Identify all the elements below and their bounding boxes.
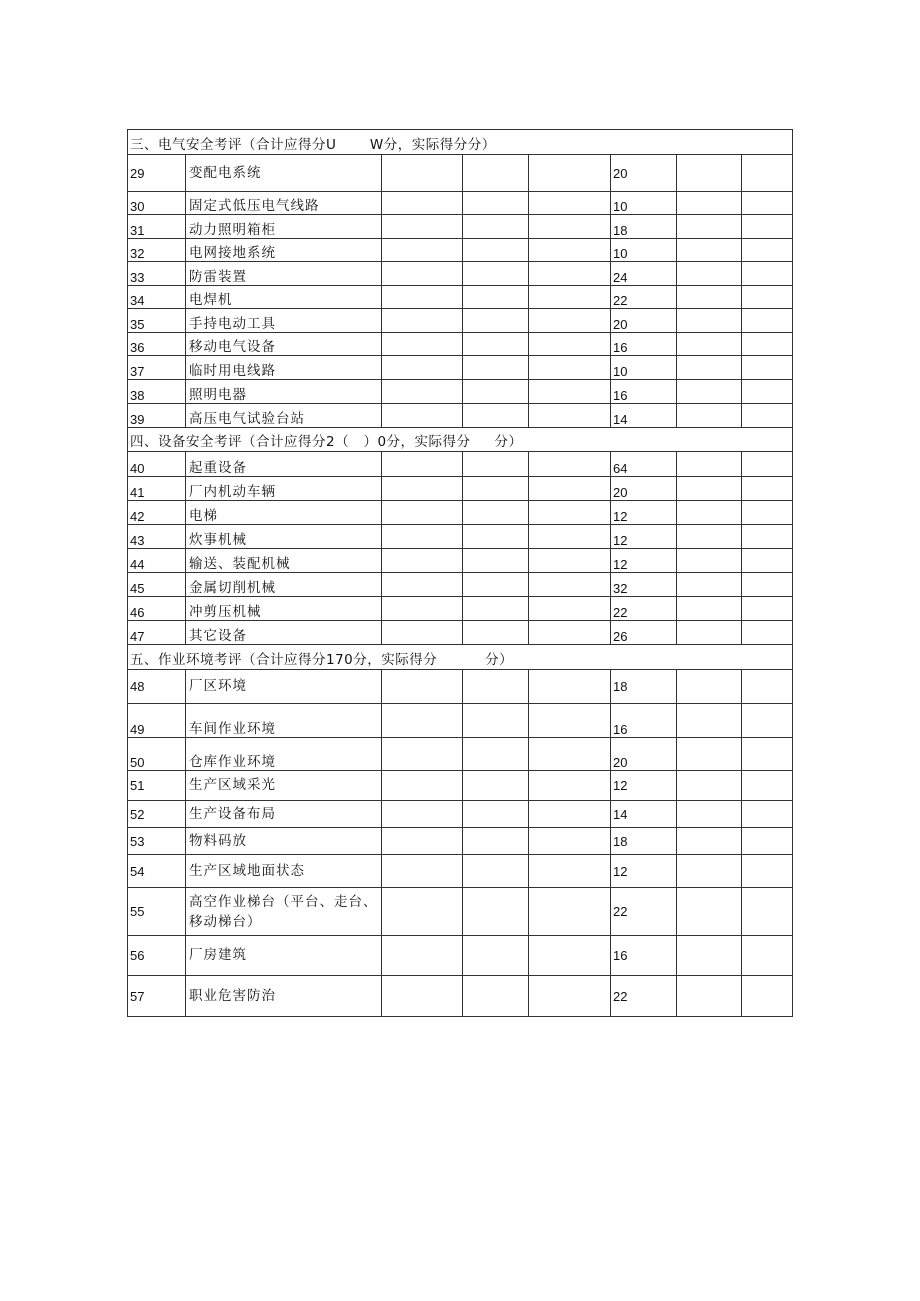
blank-cell-3[interactable] [529,215,611,239]
table-row [128,215,793,239]
actual-score-cell[interactable] [677,333,742,356]
standard-score: 18 [611,670,677,704]
item-name: 输送、装配机械 [186,549,382,573]
blank-cell-3[interactable] [529,597,611,621]
blank-cell-3[interactable] [529,976,611,1017]
remark-cell[interactable] [742,239,793,262]
table-row [128,976,793,1017]
actual-score-cell[interactable] [677,936,742,976]
blank-cell-1[interactable] [382,333,463,356]
item-name: 电网接地系统 [186,239,382,262]
standard-score: 20 [611,738,677,771]
blank-cell-1[interactable] [382,380,463,404]
table-row [128,309,793,333]
blank-cell-3[interactable] [529,801,611,828]
item-number: 36 [128,333,186,356]
item-number: 33 [128,262,186,286]
item-number: 31 [128,215,186,239]
blank-cell-2[interactable] [463,192,529,215]
standard-score: 18 [611,828,677,855]
item-number: 51 [128,771,186,801]
blank-cell-1[interactable] [382,549,463,573]
blank-cell-2[interactable] [463,501,529,525]
standard-score: 10 [611,192,677,215]
evaluation-form [127,129,793,1017]
actual-score-cell[interactable] [677,976,742,1017]
item-name: 变配电系统 [186,155,382,192]
blank-cell-2[interactable] [463,309,529,333]
item-name: 职业危害防治 [186,976,382,1017]
section-header-row [128,428,793,452]
item-number: 29 [128,155,186,192]
blank-cell-2[interactable] [463,286,529,309]
actual-score-cell[interactable] [677,501,742,525]
actual-score-cell[interactable] [677,621,742,645]
blank-cell-1[interactable] [382,192,463,215]
item-number: 41 [128,477,186,501]
blank-cell-2[interactable] [463,239,529,262]
actual-score-cell[interactable] [677,380,742,404]
standard-score: 18 [611,215,677,239]
blank-cell-2[interactable] [463,936,529,976]
item-number: 35 [128,309,186,333]
item-name: 高空作业梯台（平台、走台、移动梯台） [186,888,382,936]
remark-cell[interactable] [742,936,793,976]
standard-score: 12 [611,771,677,801]
actual-score-cell[interactable] [677,738,742,771]
remark-cell[interactable] [742,452,793,477]
remark-cell[interactable] [742,549,793,573]
blank-cell-2[interactable] [463,155,529,192]
item-name: 动力照明箱柜 [186,215,382,239]
table-row [128,801,793,828]
blank-cell-3[interactable] [529,621,611,645]
item-name: 生产区域采光 [186,771,382,801]
safety-evaluation-table [127,129,793,1017]
item-name: 固定式低压电气线路 [186,192,382,215]
remark-cell[interactable] [742,738,793,771]
table-row [128,239,793,262]
blank-cell-1[interactable] [382,215,463,239]
blank-cell-1[interactable] [382,855,463,888]
actual-score-cell[interactable] [677,356,742,380]
actual-score-cell[interactable] [677,239,742,262]
blank-cell-2[interactable] [463,801,529,828]
standard-score: 32 [611,573,677,597]
table-row [128,404,793,428]
standard-score: 20 [611,477,677,501]
remark-cell[interactable] [742,597,793,621]
blank-cell-3[interactable] [529,309,611,333]
actual-score-cell[interactable] [677,573,742,597]
blank-cell-3[interactable] [529,239,611,262]
actual-score-cell[interactable] [677,404,742,428]
actual-score-cell[interactable] [677,286,742,309]
remark-cell[interactable] [742,801,793,828]
blank-cell-1[interactable] [382,888,463,936]
blank-cell-1[interactable] [382,976,463,1017]
standard-score: 20 [611,309,677,333]
standard-score: 10 [611,239,677,262]
blank-cell-3[interactable] [529,855,611,888]
actual-score-cell[interactable] [677,549,742,573]
table-row [128,380,793,404]
actual-score-cell[interactable] [677,192,742,215]
remark-cell[interactable] [742,309,793,333]
blank-cell-1[interactable] [382,356,463,380]
actual-score-cell[interactable] [677,704,742,738]
remark-cell[interactable] [742,704,793,738]
item-name: 照明电器 [186,380,382,404]
blank-cell-1[interactable] [382,501,463,525]
blank-cell-1[interactable] [382,525,463,549]
actual-score-cell[interactable] [677,155,742,192]
blank-cell-3[interactable] [529,670,611,704]
table-row [128,771,793,801]
table-row [128,155,793,192]
blank-cell-3[interactable] [529,738,611,771]
item-number: 34 [128,286,186,309]
blank-cell-3[interactable] [529,573,611,597]
remark-cell[interactable] [742,262,793,286]
blank-cell-2[interactable] [463,738,529,771]
table-row [128,192,793,215]
standard-score: 20 [611,155,677,192]
blank-cell-2[interactable] [463,828,529,855]
remark-cell[interactable] [742,670,793,704]
blank-cell-1[interactable] [382,828,463,855]
remark-cell[interactable] [742,477,793,501]
remark-cell[interactable] [742,525,793,549]
item-number: 57 [128,976,186,1017]
blank-cell-3[interactable] [529,549,611,573]
standard-score: 16 [611,704,677,738]
table-row [128,828,793,855]
blank-cell-3[interactable] [529,192,611,215]
table-row [128,501,793,525]
blank-cell-2[interactable] [463,621,529,645]
blank-cell-1[interactable] [382,452,463,477]
blank-cell-1[interactable] [382,621,463,645]
table-row [128,262,793,286]
standard-score: 16 [611,380,677,404]
item-name: 炊事机械 [186,525,382,549]
blank-cell-2[interactable] [463,262,529,286]
remark-cell[interactable] [742,404,793,428]
blank-cell-3[interactable] [529,936,611,976]
table-row [128,477,793,501]
standard-score: 64 [611,452,677,477]
table-row [128,738,793,771]
actual-score-cell[interactable] [677,215,742,239]
remark-cell[interactable] [742,855,793,888]
item-number: 42 [128,501,186,525]
section-header-row [128,130,793,155]
blank-cell-1[interactable] [382,477,463,501]
remark-cell[interactable] [742,155,793,192]
blank-cell-1[interactable] [382,738,463,771]
item-number: 53 [128,828,186,855]
actual-score-cell[interactable] [677,477,742,501]
blank-cell-1[interactable] [382,262,463,286]
blank-cell-1[interactable] [382,239,463,262]
remark-cell[interactable] [742,976,793,1017]
item-name: 物料码放 [186,828,382,855]
standard-score: 16 [611,936,677,976]
item-name: 生产设备布局 [186,801,382,828]
table-row [128,888,793,936]
standard-score: 22 [611,597,677,621]
blank-cell-3[interactable] [529,404,611,428]
actual-score-cell[interactable] [677,309,742,333]
remark-cell[interactable] [742,286,793,309]
blank-cell-3[interactable] [529,704,611,738]
blank-cell-3[interactable] [529,380,611,404]
item-name: 临时用电线路 [186,356,382,380]
item-number: 44 [128,549,186,573]
blank-cell-2[interactable] [463,573,529,597]
table-row [128,452,793,477]
item-number: 32 [128,239,186,262]
remark-cell[interactable] [742,621,793,645]
blank-cell-2[interactable] [463,356,529,380]
blank-cell-3[interactable] [529,356,611,380]
blank-cell-1[interactable] [382,704,463,738]
standard-score: 10 [611,356,677,380]
remark-cell[interactable] [742,828,793,855]
table-row [128,597,793,621]
item-name: 高压电气试验台站 [186,404,382,428]
remark-cell[interactable] [742,356,793,380]
item-number: 49 [128,704,186,738]
blank-cell-3[interactable] [529,333,611,356]
item-name: 车间作业环境 [186,704,382,738]
blank-cell-1[interactable] [382,771,463,801]
table-row [128,704,793,738]
item-number: 55 [128,888,186,936]
standard-score: 22 [611,888,677,936]
blank-cell-1[interactable] [382,404,463,428]
item-number: 50 [128,738,186,771]
blank-cell-2[interactable] [463,404,529,428]
item-number: 30 [128,192,186,215]
blank-cell-3[interactable] [529,828,611,855]
blank-cell-1[interactable] [382,670,463,704]
actual-score-cell[interactable] [677,888,742,936]
blank-cell-3[interactable] [529,286,611,309]
item-name: 仓库作业环境 [186,738,382,771]
item-number: 37 [128,356,186,380]
item-name: 生产区域地面状态 [186,855,382,888]
table-row [128,333,793,356]
actual-score-cell[interactable] [677,670,742,704]
blank-cell-1[interactable] [382,936,463,976]
section-title: 五、作业环境考评（合计应得分170分，实际得分 分） [128,645,793,670]
blank-cell-3[interactable] [529,771,611,801]
blank-cell-2[interactable] [463,452,529,477]
remark-cell[interactable] [742,771,793,801]
blank-cell-2[interactable] [463,771,529,801]
remark-cell[interactable] [742,215,793,239]
item-number: 47 [128,621,186,645]
table-row [128,286,793,309]
table-row [128,549,793,573]
blank-cell-2[interactable] [463,380,529,404]
standard-score: 26 [611,621,677,645]
blank-cell-3[interactable] [529,501,611,525]
item-name: 起重设备 [186,452,382,477]
blank-cell-1[interactable] [382,155,463,192]
blank-cell-2[interactable] [463,704,529,738]
blank-cell-3[interactable] [529,525,611,549]
section-header-row [128,645,793,670]
table-row [128,670,793,704]
standard-score: 12 [611,525,677,549]
standard-score: 24 [611,262,677,286]
actual-score-cell[interactable] [677,855,742,888]
blank-cell-3[interactable] [529,262,611,286]
table-row [128,525,793,549]
item-number: 40 [128,452,186,477]
actual-score-cell[interactable] [677,452,742,477]
item-name: 厂内机动车辆 [186,477,382,501]
item-name: 金属切削机械 [186,573,382,597]
table-row [128,936,793,976]
item-number: 48 [128,670,186,704]
actual-score-cell[interactable] [677,801,742,828]
item-name: 冲剪压机械 [186,597,382,621]
blank-cell-3[interactable] [529,888,611,936]
standard-score: 14 [611,404,677,428]
blank-cell-2[interactable] [463,525,529,549]
item-name: 移动电气设备 [186,333,382,356]
table-row [128,855,793,888]
item-name: 手持电动工具 [186,309,382,333]
item-name: 厂房建筑 [186,936,382,976]
actual-score-cell[interactable] [677,828,742,855]
blank-cell-2[interactable] [463,855,529,888]
item-number: 39 [128,404,186,428]
table-body [128,130,793,1017]
item-number: 56 [128,936,186,976]
item-number: 38 [128,380,186,404]
blank-cell-1[interactable] [382,573,463,597]
remark-cell[interactable] [742,573,793,597]
blank-cell-2[interactable] [463,976,529,1017]
blank-cell-1[interactable] [382,286,463,309]
blank-cell-3[interactable] [529,155,611,192]
blank-cell-1[interactable] [382,597,463,621]
blank-cell-1[interactable] [382,309,463,333]
item-number: 43 [128,525,186,549]
table-row [128,573,793,597]
blank-cell-2[interactable] [463,597,529,621]
blank-cell-1[interactable] [382,801,463,828]
standard-score: 12 [611,501,677,525]
blank-cell-2[interactable] [463,333,529,356]
item-name: 电焊机 [186,286,382,309]
remark-cell[interactable] [742,888,793,936]
item-number: 54 [128,855,186,888]
section-title: 三、电气安全考评（合计应得分U W分，实际得分分） [128,130,793,155]
standard-score: 12 [611,855,677,888]
remark-cell[interactable] [742,380,793,404]
actual-score-cell[interactable] [677,771,742,801]
blank-cell-2[interactable] [463,549,529,573]
blank-cell-2[interactable] [463,670,529,704]
remark-cell[interactable] [742,333,793,356]
standard-score: 14 [611,801,677,828]
item-number: 45 [128,573,186,597]
table-row [128,356,793,380]
item-name: 电梯 [186,501,382,525]
item-number: 46 [128,597,186,621]
actual-score-cell[interactable] [677,597,742,621]
blank-cell-3[interactable] [529,452,611,477]
blank-cell-3[interactable] [529,477,611,501]
standard-score: 22 [611,976,677,1017]
blank-cell-2[interactable] [463,888,529,936]
standard-score: 16 [611,333,677,356]
item-name: 厂区环境 [186,670,382,704]
section-title: 四、设备安全考评（合计应得分2（ ）0分，实际得分 分） [128,428,793,452]
blank-cell-2[interactable] [463,215,529,239]
item-name: 防雷装置 [186,262,382,286]
actual-score-cell[interactable] [677,262,742,286]
remark-cell[interactable] [742,192,793,215]
actual-score-cell[interactable] [677,525,742,549]
item-number: 52 [128,801,186,828]
standard-score: 12 [611,549,677,573]
blank-cell-2[interactable] [463,477,529,501]
remark-cell[interactable] [742,501,793,525]
item-name: 其它设备 [186,621,382,645]
standard-score: 22 [611,286,677,309]
table-row [128,621,793,645]
